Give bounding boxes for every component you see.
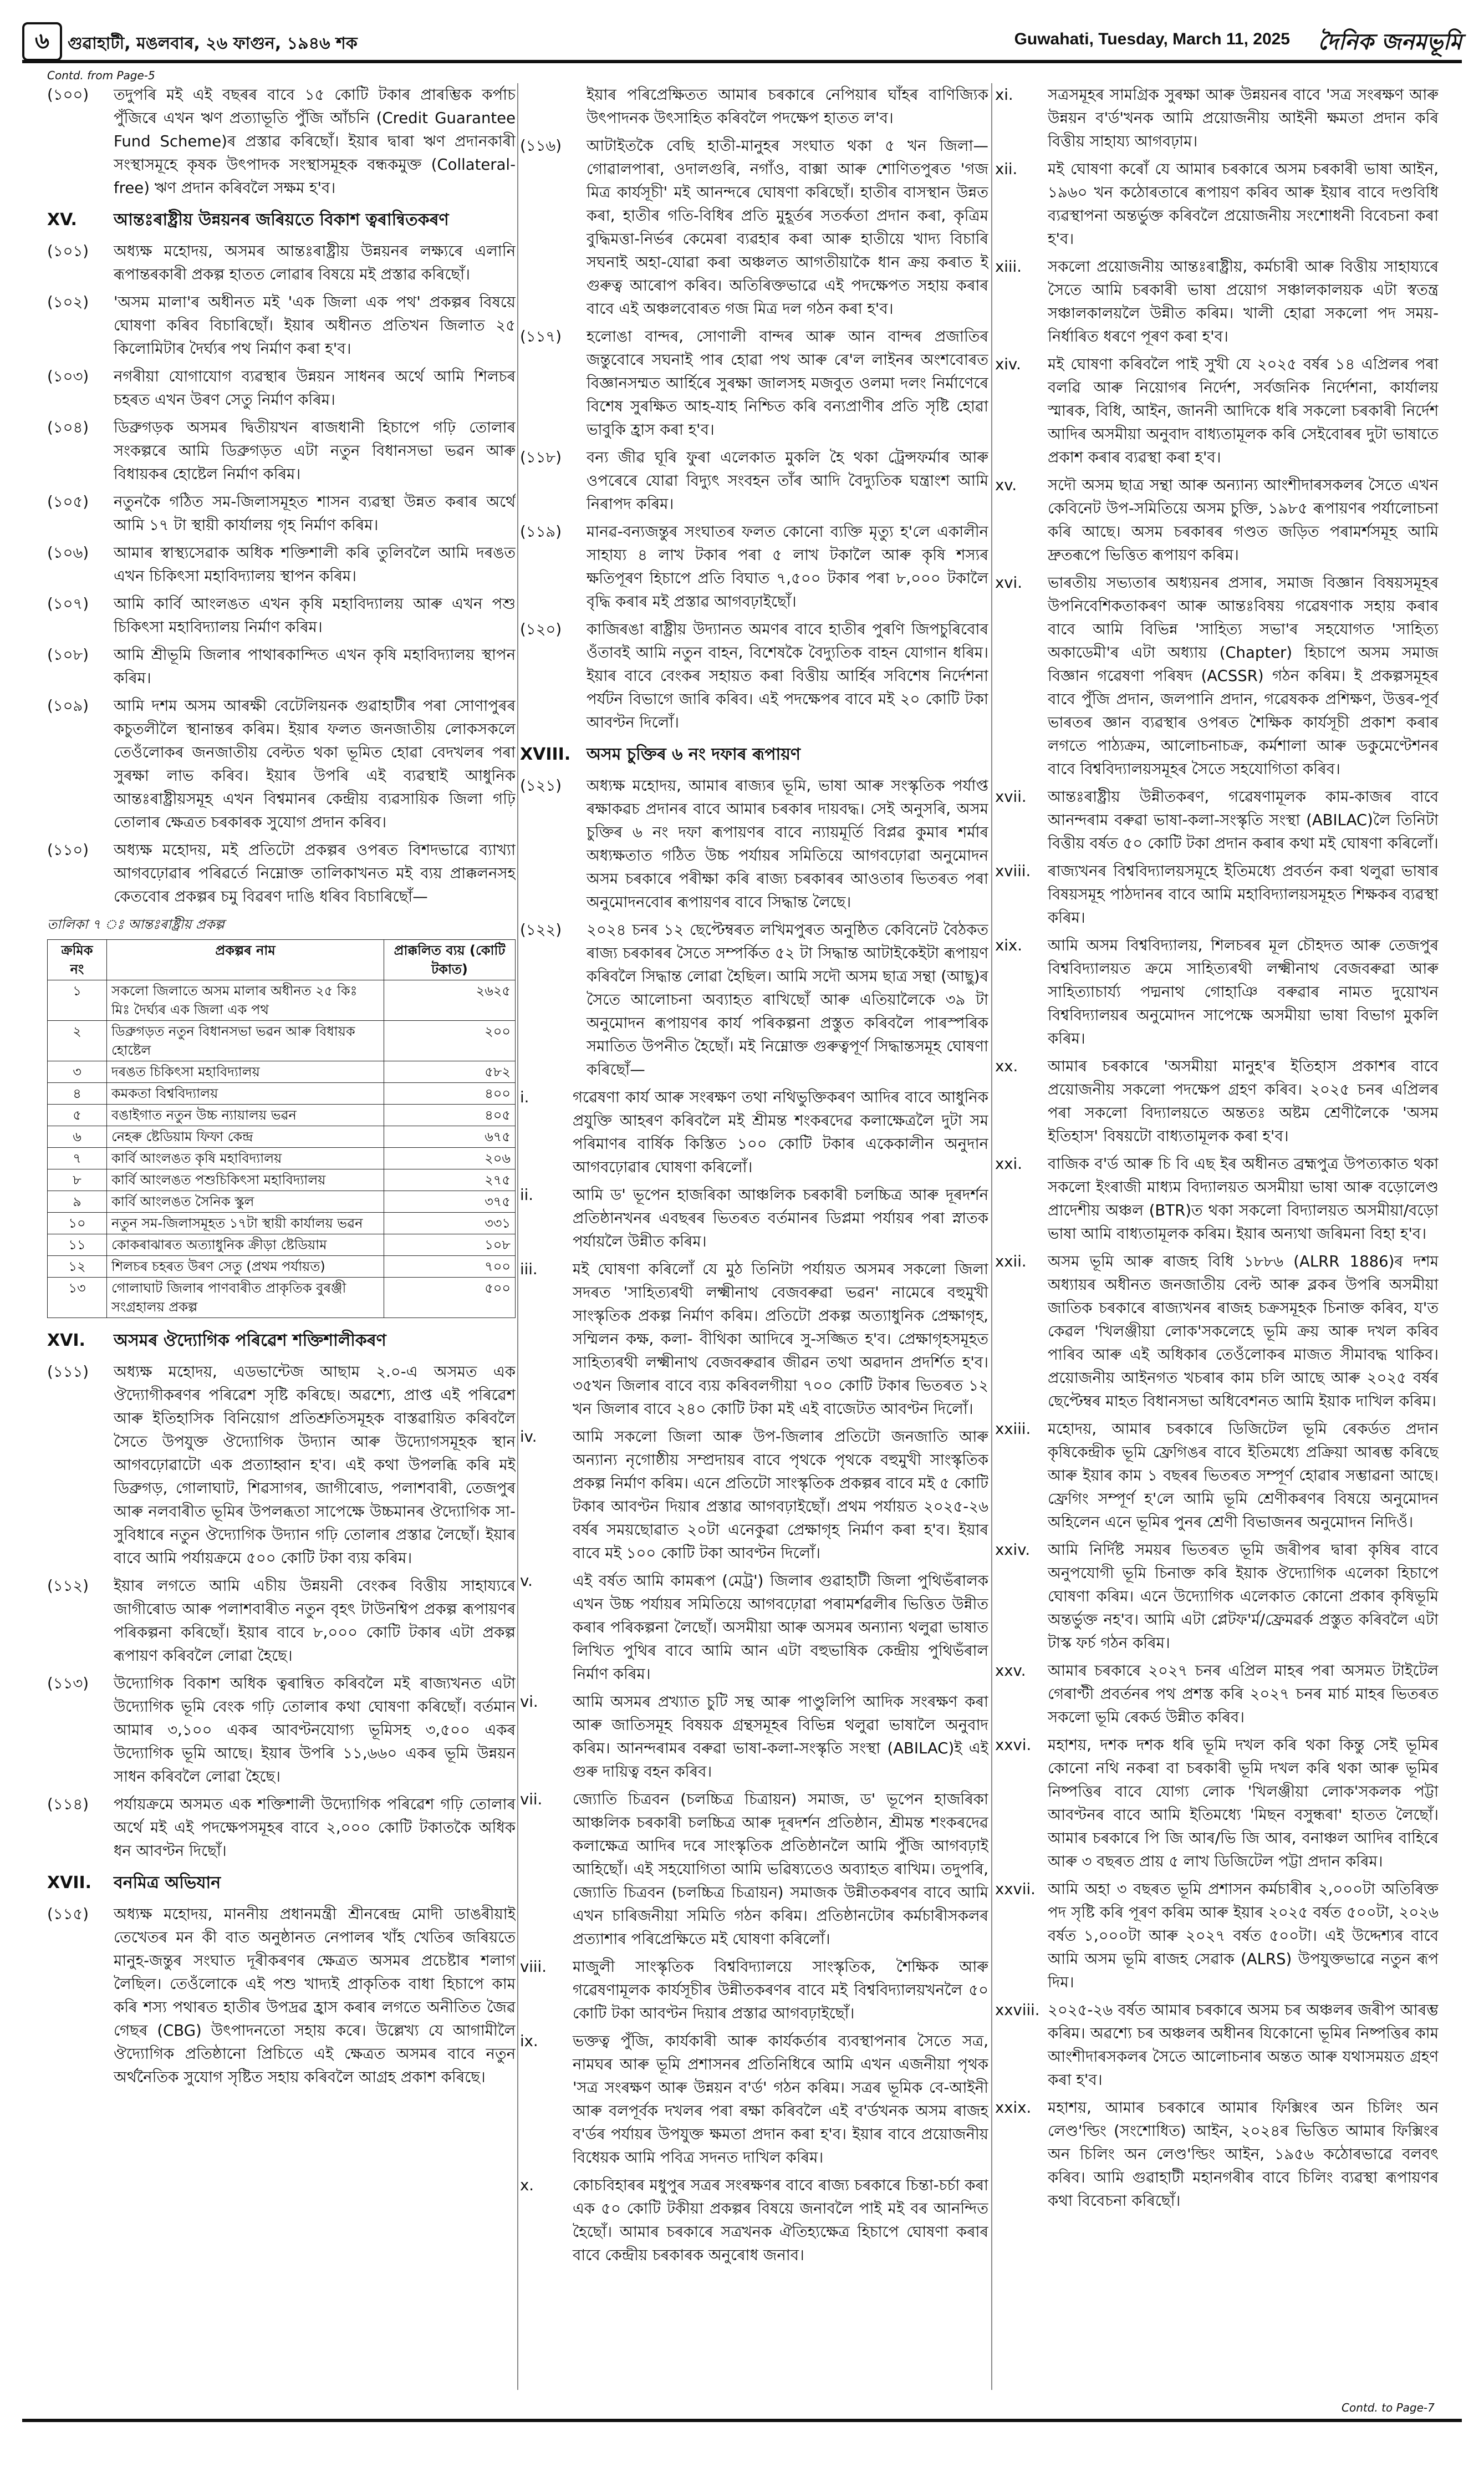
- paragraph-item: [520, 1788, 988, 1951]
- table-cell: কোকৰাঝাৰত অত্যাধুনিক ক্ৰীড়া ষ্টেডিয়াম: [107, 1234, 384, 1256]
- item-number: vi.: [520, 1693, 538, 1711]
- item-text: আমি সকলো জিলা আৰু উপ-জিলাৰ প্ৰতিটো জনজাতি আৰু অন্যান্য নৃগোষ্ঠীয় সম্প্ৰদায়ৰ বাবে পৃথকে পৃথকে বহুমুখী সাংস্কৃতিক প্ৰকল্প নিৰ্মাণ কৰিম। এনে প্ৰতিটো সাংস্কৃতিক প্ৰকল্পৰ বাবে মই ৫ কোটি টকাৰ আবণ্টন দিয়াৰ প্ৰস্তাৱ আগবঢ়াইছোঁ। প্ৰথম পৰ্যায়ত ২০২৫-২৬ বৰ্ষৰ সময়ছোৱাত ২০টা এনেকুৱা প্ৰেক্ষাগৃহ নিৰ্মাণ কৰা হ'ব। ইয়াৰ বাবে মই ১০০ কোটি টকা আবণ্টন দিলোঁ।: [573, 1428, 988, 1562]
- table-cell: ৪০৫: [384, 1105, 516, 1126]
- table-row: [48, 1105, 516, 1126]
- table-cell: ৩৭৫: [384, 1191, 516, 1213]
- item-text: মই ঘোষণা কৰোঁ যে আমাৰ চৰকাৰে অসম চৰকাৰী ভাষা আইন, ১৯৬০ খন কঠোৰতাৰে ৰূপায়ণ কৰিব আৰু ইয়াৰ বাবে দণ্ডবিধি ব্যৱস্থাপনা অন্তৰ্ভুক্ত কৰিবলৈ প্ৰয়োজনীয় সংশোধনী বিবেচনা কৰা হ'ব।: [1048, 160, 1439, 248]
- item-number: (১০২): [47, 293, 89, 311]
- item-text: ভাৰতীয় সভ্যতাৰ অধ্যয়নৰ প্ৰসাৰ, সমাজ বিজ্ঞান বিষয়সমূহৰ উপনিবেশিকতাকৰণ আৰু আন্তঃবিষয় গৱেষণাক সহায় কৰাৰ বাবে আমি বিভিন্ন 'সাহিত্য সভা'ৰ সহযোগত 'সাহিত্য অকাডেমী'ৰ এটা অধ্যায় (Chapter) হিচাপে অসম সমাজ বিজ্ঞান গৱেষণা পৰিষদ (ACSSR) গঠন কৰিম। ই প্ৰকল্পসমূহৰ বাবে পুঁজি প্ৰদান, জলপানি প্ৰদান, গৱেষকক প্ৰশিক্ষণ, উত্তৰ-পূৰ্ব ভাৰতৰ জ্ঞান ব্যৱস্থাৰ ওপৰত শৈক্ষিক কাৰ্যসূচী প্ৰকাশ কৰাৰ লগতে পাঠ্যক্ৰম, আলোচনাচক্ৰ, কৰ্মশালা আৰু ডকুমেণ্টেশনৰ বাবে বিশ্ববিদ্যালয়সমূহৰ সৈতে সহযোগিতা কৰিব।: [1048, 574, 1439, 778]
- item-text: আমি শ্ৰীভূমি জিলাৰ পাথাৰকান্দিত এখন কৃষি মহাবিদ্যালয় স্থাপন কৰিম।: [114, 646, 516, 687]
- item-text: জ্যোতি চিত্ৰবন (চলচ্চিত্ৰ চিত্ৰায়ন) সমাজ, ড' ভূপেন হাজৰিকা আঞ্চলিক চৰকাৰী চলচ্চিত্ৰ আৰু দূৰদৰ্শন প্ৰতিষ্ঠান, শ্ৰীমন্ত শংকৰদেৱ কলাক্ষেত্ৰ আদিৰ দৰে সাংস্কৃতিক প্ৰতিষ্ঠানলৈ আমি পুঁজি আগবঢ়াই আহিছোঁ। এই সহযোগিতা আমি ভৱিষ্যতেও অব্যাহত ৰাখিম। তদুপৰি, জ্যোতি চিত্ৰবন (চলচ্চিত্ৰ চিত্ৰায়ন) সমাজক উন্নীতকৰণৰ বাবে আমি এখন চাৰিজনীয়া সমিতি গঠন কৰিম। প্ৰতিষ্ঠানটোৰ কৰ্মচাৰীসকলৰ প্ৰত্যাশাৰ পৰিপ্ৰেক্ষিতে মই ঘোষণা কৰিলোঁ।: [573, 1791, 988, 1948]
- column-divider: [517, 83, 518, 2390]
- table-cell: নেহৰু ষ্টেডিয়াম ফিফা কেন্দ্ৰ: [107, 1126, 384, 1148]
- table-cell: গোলাঘাট জিলাৰ পাণবাৰীত প্ৰাকৃতিক বুৰঞ্জী সংগ্ৰহালয় প্ৰকল্প: [107, 1278, 384, 1318]
- table-cell: ১০: [48, 1213, 107, 1234]
- item-text: সত্ৰসমূহৰ সামগ্ৰিক সুৰক্ষা আৰু উন্নয়নৰ বাবে 'সত্ৰ সংৰক্ষণ আৰু উন্নয়ন ব'ৰ্ড'খনক আমি প্ৰয়োজনীয় আইনী ক্ষমতা প্ৰদান কৰি বিত্তীয় সাহায্য আগবঢ়াম।: [1048, 86, 1439, 150]
- column-1: [47, 83, 516, 2390]
- table-cell: ৯: [48, 1191, 107, 1213]
- item-number: xxiii.: [995, 1420, 1031, 1438]
- table-header-cell: ক্ৰমিক নং: [48, 940, 107, 980]
- item-number: (১০৫): [47, 493, 89, 511]
- table-cell: ১২: [48, 1256, 107, 1278]
- paragraph-item: [995, 255, 1439, 348]
- table-cell: ৮: [48, 1169, 107, 1191]
- item-number: xvii.: [995, 788, 1027, 806]
- item-number: x.: [520, 2176, 534, 2194]
- table-cell: ১১: [48, 1234, 107, 1256]
- item-text: আমি অসমৰ প্ৰখ্যাত চুটি সন্থ আৰু পাণ্ডুলিপি আদিক সংৰক্ষণ কৰা আৰু জাতিসমূহ বিষয়ক গ্ৰন্থসমূহৰ বিভিন্ন থলুৱা ভাষালৈ অনুবাদ কৰিম। আনন্দৰামৰ বৰুৱা ভাষা-কলা-সংস্কৃতি সংস্থা (ABILAC)ই এই গুৰু দায়িত্ব বহন কৰিব।: [573, 1693, 988, 1781]
- item-number: xvi.: [995, 574, 1022, 592]
- table-cell: ৩: [48, 1061, 107, 1083]
- paragraph-item: [995, 571, 1439, 781]
- item-text: গৱেষণা কাৰ্য আৰু সংৰক্ষণ তথা নথিভুক্তিকৰণ আদিৰ বাবে আধুনিক প্ৰযুক্তি আহৰণ কৰিবলৈ মই শ্ৰীমন্ত শংকৰদেৱ কলাক্ষেত্ৰলৈ দুটা সম পৰিমাণৰ বাৰ্ষিক কিস্তিত ১০০ কোটি টকাৰ একেকালীন অনুদান আগবঢ়োৱাৰ ঘোষণা কৰিলোঁ।: [573, 1088, 988, 1176]
- item-number: xx.: [995, 1057, 1018, 1075]
- column-3: [995, 83, 1439, 2390]
- paragraph-item: [47, 643, 516, 690]
- paragraph-item: [520, 1086, 988, 1179]
- item-number: (১০৯): [47, 697, 89, 715]
- paragraph-item: [520, 325, 988, 441]
- paragraph-item: [520, 918, 988, 1081]
- item-number: (১১৩): [47, 1675, 89, 1692]
- table-cell: কাৰ্বি আংলঙত সৈনিক স্কুল: [107, 1191, 384, 1213]
- paragraph-item: [47, 838, 516, 908]
- item-text: আমাৰ চৰকাৰে 'অসমীয়া মানুহ'ৰ ইতিহাস প্ৰকাশৰ বাবে প্ৰয়োজনীয় সকলো পদক্ষেপ গ্ৰহণ কৰিব। ২০২৫ চনৰ এপ্ৰিলৰ পৰা সকলো বিদ্যালয়তে অন্ততঃ অষ্টম শ্ৰেণীলৈকে 'অসম ইতিহাস' বিষয়টো বাধ্যতামূলক কৰা হ'ব।: [1048, 1057, 1439, 1145]
- column-divider: [991, 83, 992, 2390]
- item-number: (১১০): [47, 841, 89, 859]
- item-text: মই ঘোষণা কৰিলোঁ যে মুঠ তিনিটা পৰ্যায়ত অসমৰ সকলো জিলা সদৰত 'সাহিত্যৰথী লক্ষ্মীনাথ বেজবৰুৱা ভৱন' নামেৰে বহুমুখী সাংস্কৃতিক প্ৰকল্প নিৰ্মাণ কৰিম। প্ৰতিটো প্ৰকল্প অত্যাধুনিক প্ৰেক্ষাগৃহ, সম্মিলন কক্ষ, কলা- বীথিকা আদিৰে সু-সজ্জিত হ'ব। প্ৰেক্ষাগৃহসমূহত সাহিত্যৰথী লক্ষ্মীনাথ বেজবৰুৱাৰ জীৱন তথা অৱদান প্ৰদৰ্শিত হ'ব। ৩৫খন জিলাৰ বাবে ব্যয় কৰিবলগীয়া ৭০০ কোটি টকাৰ ভিতৰত ১২ খন জিলাৰ বাবে ২৪০ কোটি টকা মই এই বাজেটত আবণ্টন দিলোঁ।: [573, 1260, 988, 1418]
- item-number: (১১২): [47, 1577, 89, 1595]
- paragraph-item: [520, 1955, 988, 2025]
- item-text: আন্তঃৰাষ্ট্ৰীয় উন্নীতকৰণ, গৱেষণামূলক কাম-কাজৰ বাবে আনন্দৰাম বৰুৱা ভাষা-কলা-সংস্কৃতি সংস্থা (ABILAC)লৈ তিনিটা বিত্তীয় বৰ্ষত ৫০ কোটি টকা প্ৰদান কৰাৰ কথা মই ঘোষণা কৰিলোঁ।: [1048, 788, 1439, 852]
- paragraph-item: [520, 618, 988, 734]
- item-number: xxvi.: [995, 1736, 1032, 1754]
- item-number: (১১৯): [520, 523, 562, 541]
- item-text: ৰাজ্যখনৰ বিশ্ববিদ্যালয়সমূহে ইতিমধ্যে প্ৰবৰ্তন কৰা থলুৱা ভাষাৰ বিষয়সমূহ পাঠদানৰ বাবে আমি মহাবিদ্যালয়সমূহত শিক্ষকৰ ব্যৱস্থা কৰিম।: [1048, 862, 1439, 927]
- paragraph-item: [520, 1690, 988, 1783]
- paragraph-item: [995, 474, 1439, 567]
- table-row: [48, 1234, 516, 1256]
- item-number: (১১১): [47, 1363, 89, 1381]
- table-cell: ৫: [48, 1105, 107, 1126]
- item-text: অধ্যক্ষ মহোদয়, মই প্ৰতিটো প্ৰকল্পৰ ওপৰত বিশদভাৱে ব্যাখ্যা আগবঢ়োৱাৰ পৰিৱৰ্তে নিম্নোক্ত তালিকাখনত মই ব্যয় প্ৰাক্কলনসহ কেতবোৰ প্ৰকল্পৰ চমু বিৱৰণ দাঙি ধৰিব বিচাৰিছোঁ—: [114, 841, 516, 906]
- item-number: (১০৭): [47, 595, 89, 613]
- paragraph-item: [520, 134, 988, 321]
- item-text: আমাৰ চৰকাৰে ২০২৭ চনৰ এপ্ৰিল মাহৰ পৰা অসমত টাইটেল গেৰাণ্টী প্ৰবৰ্তনৰ পথ প্ৰশস্ত কৰি ২০২৭ চনৰ মাৰ্চ মাহৰ ভিতৰত সকলো ভূমি ৰেকৰ্ড উন্নীত কৰিব।: [1048, 1662, 1439, 1726]
- item-text: অধ্যক্ষ মহোদয়, এডভান্টেজ আছাম ২.০-এ অসমত এক ঔদ্যোগীকৰণৰ পৰিৱেশ সৃষ্টি কৰিছে। অৱশ্যে, প্ৰাপ্ত এই পৰিৱেশ আৰু ইতিহাসিক বিনিয়োগ প্ৰতিশ্ৰুতিসমূহক বাস্তৱায়িত কৰিবলৈ সৈতে উপযুক্ত ঔদ্যোগিক উদ্যান আৰু উদ্যোগসমূহক স্থান আগবঢ়োৱাটো এক প্ৰত্যাহ্বান হ'ব। এই কথা উপলব্ধি কৰি মই ডিব্ৰুগড়, গোলাঘাট, শিৱসাগৰ, জাগীৰোড, পলাশবাৰী, তেজপুৰ আৰু নলবাৰীত ভূমিৰ উপলব্ধতা সাপেক্ষে উচ্চমানৰ ঔদ্যোগিক সা-সুবিধাৰে নতুন ঔদ্যোগিক উদ্যান গঢ়ি তোলাৰ প্ৰস্তাৱ লৈছোঁ। ইয়াৰ বাবে আমি পৰ্যায়ক্ৰমে ৫০০ কোটি টকা ব্যয় কৰিম।: [114, 1363, 516, 1567]
- table-cell: ১: [48, 980, 107, 1021]
- table-caption: তালিকা ৭ ঃ আন্তঃৰাষ্ট্ৰীয় প্ৰকল্প: [47, 917, 225, 932]
- column-2: [520, 83, 988, 2390]
- paragraph-item: [520, 446, 988, 516]
- item-text: আমি কাৰ্বি আংলঙত এখন কৃষি মহাবিদ্যালয় আৰু এখন পশু চিকিৎসা মহাবিদ্যালয় নিৰ্মাণ কৰিম।: [114, 595, 516, 636]
- item-text: আমি দশম অসম আৰক্ষী বেটেলিয়নক গুৱাহাটীৰ পৰা সোণাপুৰৰ কচুতলীলৈ স্থানান্তৰ কৰিম। ইয়াৰ ফলত জনজাতীয় লোকসকলে তেওঁলোকৰ জনজাতীয় বেল্টত থকা ভূমিত হোৱা বেদখলৰ পৰা সুৰক্ষা লাভ কৰিব। ইয়াৰ উপৰি এই ব্যৱস্থাই আধুনিক আন্তঃৰাষ্ট্ৰীয়সমূহ এখন বিশ্বমানৰ কেন্দ্ৰীয় ব্যৱসায়িক জিলা গঢ়ি তোলাৰ ক্ষেত্ৰত চৰকাৰক সুযোগ প্ৰদান কৰিব।: [114, 697, 516, 831]
- item-number: (১০৮): [47, 646, 89, 664]
- paragraph-item: [47, 592, 516, 639]
- item-number: (১২০): [520, 620, 562, 638]
- item-number: xiv.: [995, 355, 1021, 373]
- table-cell: ১০৮: [384, 1234, 516, 1256]
- table-header-cell: প্ৰকল্পৰ নাম: [107, 940, 384, 980]
- item-text: মহোদয়, আমাৰ চৰকাৰে ডিজিটেল ভূমি ৰেকৰ্ডত প্ৰদান কৃষিকেন্দ্ৰীক ভূমি ফ্ৰেগিঙৰ বাবে ইতিমধ্যে প্ৰক্ৰিয়া আৰম্ভ কৰিছে আৰু ইয়াৰ কাম ১ বছৰৰ ভিতৰত সম্পূৰ্ণ হোৱাৰ সম্ভাৱনা আছে। ফ্ৰেগিং সম্পূৰ্ণ হ'লে আমি ভূমি শ্ৰেণীকৰণৰ বিষয়ে অনুমোদন অহিলেন এনে ভূমিৰ পুনৰ শ্ৰেণী বিভাজনৰ অনুমোদন নিদিওঁ।: [1048, 1420, 1439, 1531]
- table-cell: শিলচৰ চহৰত উৰণ সেতু (প্ৰথম পৰ্যায়ত): [107, 1256, 384, 1278]
- paragraph-item: [995, 157, 1439, 251]
- item-text: অধ্যক্ষ মহোদয়, আমাৰ ৰাজ্যৰ ভূমি, ভাষা আৰু সংস্কৃতিক পৰ্যাপ্ত ৰক্ষাকৱচ প্ৰদানৰ বাবে আমাৰ চৰকাৰ দায়বদ্ধ। সেই অনুসৰি, অসম চুক্তিৰ ৬ নং দফা ৰূপায়ণৰ বাবে ন্যায়মূৰ্তি বিপ্লৱ কুমাৰ শৰ্মাৰ অধ্যক্ষতাত গঠিত উচ্চ পৰ্যায়ৰ সমিতিয়ে আগবঢ়োৱা অনুমোদন অসম চৰকাৰে পৰীক্ষা কৰি ৰাজ্য চৰকাৰৰ আওতাৰ ভিতৰত পৰা অনুমোদনবোৰ ৰূপায়ণৰ বাবে সিদ্ধান্ত লৈছে।: [587, 777, 988, 911]
- table-cell: ৬: [48, 1126, 107, 1148]
- table-cell: ২৭৫: [384, 1169, 516, 1191]
- item-number: (১২২): [520, 921, 562, 939]
- table-row: [48, 980, 516, 1021]
- item-number: xv.: [995, 476, 1017, 494]
- table-row: [48, 1278, 516, 1318]
- page-number: ৬: [22, 22, 62, 61]
- item-text: নগৰীয়া যোগাযোগ ব্যৱস্থাৰ উন্নয়ন সাধনৰ অৰ্থে আমি শিলচৰ চহৰত এখন উৰণ সেতু নিৰ্মাণ কৰিম।: [114, 368, 516, 409]
- continued-from-note: Contd. from Page-5: [47, 69, 155, 82]
- item-number: (১০১): [47, 242, 89, 260]
- paragraph-item: [47, 1903, 516, 2089]
- item-text: মানৱ-বন্যজন্তুৰ সংঘাতৰ ফলত কোনো ব্যক্তি মৃত্যু হ'লে একালীন সাহায্য ৪ লাখ টকাৰ পৰা ৫ লাখ টকালৈ আৰু কৃষি শস্যৰ ক্ষতিপূৰণ হিচাপে প্ৰতি বিঘাত ৭,৫০০ টকাৰ পৰা ৮,০০০ টকালৈ বৃদ্ধি কৰাৰ মই প্ৰস্তাৱ আগবঢ়াইছোঁ।: [587, 523, 988, 611]
- table-cell: ২০৬: [384, 1148, 516, 1169]
- item-number: xii.: [995, 160, 1018, 178]
- paragraph-item: [995, 1659, 1439, 1729]
- paragraph-item: [995, 859, 1439, 929]
- item-text: বন্য জীৱ ঘূৰি ফুৰা এলেকাত মুকলি হৈ থকা ট্ৰেন্সফৰ্মাৰ আৰু ওপৰেৰে যোৱা বিদ্যুৎ সংবহন তাঁৰ আদি বৈদ্যুতিক ঘন্ত্ৰাংশ আমি নিৰাপদ কৰিম।: [587, 449, 988, 513]
- item-number: xxix.: [995, 2099, 1032, 2117]
- item-text: মাজুলী সাংস্কৃতিক বিশ্ববিদ্যালয়ে সাংস্কৃতিক, শৈক্ষিক আৰু গৱেষণামূলক কাৰ্যসূচীৰ উন্নীতকৰণৰ বাবে মই বিশ্ববিদ্যালয়খনলৈ ৫০ কোটি টকা আবণ্টন দিয়াৰ প্ৰস্তাৱ আগবঢ়াইছোঁ।: [573, 1958, 988, 2022]
- paragraph-item: [47, 1574, 516, 1667]
- table-cell: ৭: [48, 1148, 107, 1169]
- item-text: অধ্যক্ষ মহোদয়, অসমৰ আন্তঃৰাষ্ট্ৰীয় উন্নয়নৰ লক্ষ্যৰে এলানি ৰূপান্তৰকাৰী প্ৰকল্প হাতত লোৱাৰ বিষয়ে মই প্ৰস্তাৱ কৰিছোঁ।: [114, 242, 516, 283]
- item-number: (১০৩): [47, 368, 89, 385]
- table-cell: ৫০০: [384, 1278, 516, 1318]
- paragraph-item: [995, 1152, 1439, 1245]
- item-text: অসম ভূমি আৰু ৰাজহ বিধি ১৮৮৬ (ALRR 1886)ৰ দশম অধ্যায়ৰ অধীনত জনজাতীয় বেল্ট আৰু ব্লকৰ উপৰি অসমীয়া জাতিক চৰকাৰে ৰাজ্যখনৰ ৰাজহ চক্ৰসমূহক চিনাক্ত কৰিব, য'ত কেৱল 'খিলঞ্জীয়া লোক'সকলেহে ভূমি ক্ৰয় আৰু দখল কৰিব পাৰিব আৰু এই অধিকাৰ তেওঁলোকৰ মাজত সীমাবদ্ধ থাকিব। প্ৰয়োজনীয় আইনগত খচৰাৰ কাম চলি আছে আৰু ২০২৫ বৰ্ষৰ ছেপ্টেম্বৰ মাহত বিধানসভা অধিবেশনত আমি ইয়াক দাখিল কৰিম।: [1048, 1253, 1439, 1410]
- continued-to-note: Contd. to Page-7: [1342, 2401, 1435, 2414]
- item-text: এই বৰ্ষত আমি কামৰূপ (মেট্ৰ') জিলাৰ গুৱাহাটী জিলা পুথিভঁৰালক এখন উচ্চ পৰ্যায়ৰ সমিতিয়ে আগবঢ়োৱা পৰামৰ্শৱলীৰ ভিত্তিত উন্নীত কৰাৰ পৰিকল্পনা লৈছোঁ। অসমীয়া আৰু অসমৰ অন্যান্য থলুৱা ভাষাত লিখিত পুথিৰ বাবে আমি আন এটা বহুভাষিক কেন্দ্ৰীয় পুথিভঁৰাল নিৰ্মাণ কৰিম।: [573, 1572, 988, 1683]
- item-text: মহাশয়, দশক দশক ধৰি ভূমি দখল কৰি থকা কিন্তু সেই ভূমিৰ কোনো নথি নকৰা বা চৰকাৰী ভূমি দখল কৰি থকা আৰু ভূমিৰ নিষ্পত্তিৰ বাবে যোগ্য লোক 'খিলঞ্জীয়া লোক'সকলক পট্টা আবণ্টনৰ বাবে আমি ইতিমধ্যে 'মিছন বসুন্ধৰা' হাতত লৈছোঁ। আমাৰ চৰকাৰে পি জি আৰ/ভি জি আৰ, বনাঞ্চল আদিৰ বাহিৰে আৰু ৩ বছৰত প্ৰায় ৫ লাখ ডিজিটেল পট্টা প্ৰদান কৰিম।: [1048, 1736, 1439, 1870]
- item-text: ইয়াৰ পৰিপ্ৰেক্ষিতত আমাৰ চৰকাৰে নেপিয়াৰ ঘাঁহৰ বাণিজ্যিক উৎপাদনক উৎসাহিত কৰিবলৈ পদক্ষেপ হাতত ল'ব।: [587, 86, 988, 127]
- table-cell: কাৰ্বি আংলঙত পশুচিকিৎসা মহাবিদ্যালয়: [107, 1169, 384, 1191]
- section-heading: XVI. অসমৰ ঔদ্যোগিক পৰিৱেশ শক্তিশালীকৰণ: [47, 1331, 386, 1350]
- paragraph-item: [47, 291, 516, 360]
- item-number: xxv.: [995, 1662, 1026, 1680]
- item-number: (১১৭): [520, 328, 562, 345]
- item-number: (১১৫): [47, 1905, 89, 1923]
- item-number: v.: [520, 1572, 533, 1590]
- paragraph-item: [47, 365, 516, 411]
- item-number: xix.: [995, 937, 1022, 954]
- item-number: xiii.: [995, 258, 1022, 276]
- item-text: নতুনকৈ গঠিত সম-জিলাসমূহত শাসন ব্যৱস্থা উন্নত কৰাৰ অৰ্থে আমি ১৭ টা স্থায়ী কাৰ্যালয় গৃহ নিৰ্মাণ কৰিম।: [114, 493, 516, 534]
- item-number: (১০৪): [47, 419, 89, 436]
- table-cell: নতুন সম-জিলাসমূহত ১৭টা স্থায়ী কাৰ্যালয় ভৱন: [107, 1213, 384, 1234]
- paragraph-item: [520, 2174, 988, 2267]
- item-text: পৰ্যায়ক্ৰমে অসমত এক শক্তিশালী উদ্যোগিক পৰিৱেশ গঢ়ি তোলাৰ অৰ্থে মই এই পদক্ষেপসমূহৰ বাবে ২,০০০ কোটি টকাতকৈ অধিক ধন আবণ্টন দিছোঁ।: [114, 1795, 516, 1860]
- table-row: [48, 1126, 516, 1148]
- item-number: ix.: [520, 2032, 538, 2050]
- item-number: viii.: [520, 1958, 547, 1976]
- projects-table: [47, 939, 516, 1318]
- item-number: xxii.: [995, 1253, 1027, 1270]
- item-text: কাজিৰঙা ৰাষ্ট্ৰীয় উদ্যানত অমণৰ বাবে হাতীৰ পুৰণি জিপচুৰিবোৰ ওঁতাবই আমি নতুন বাহন, বিশেষকৈ বৈদ্যুতিক বাহন যোগান ধৰিম। ইয়াৰ বাবে বেংকৰ সহায়ত কৰা বিত্তীয় আৰ্হিৰ সবিশেষ নিৰ্দেশনা পৰ্যটন বিভাগে জাৰি কৰিব। এই পদক্ষেপৰ বাবে মই ২০ কোটি টকা আবণ্টন দিলোঁ।: [587, 620, 988, 731]
- table-row: [48, 1213, 516, 1234]
- paragraph-item: [995, 1250, 1439, 1413]
- table-cell: ২: [48, 1021, 107, 1061]
- item-text: ভক্তত্ব পুঁজি, কাৰ্যকাৰী আৰু কাৰ্যকৰ্তাৰ ব্যবস্থাপনাৰ সৈতে সত্ৰ, নামঘৰ আৰু ভূমি প্ৰশাসনৰ প্ৰতিনিধিৰে আমি এখন এজনীয়া পৃথক 'সত্ৰ সংৰক্ষণ আৰু উন্নয়ন ব'ৰ্ড' গঠন কৰিম। সত্ৰৰ ভূমিক বে-আইনী আৰু বলপূৰ্বক দখলৰ পৰা ৰক্ষা কৰিবলৈ এই ব'ৰ্ডখনক অসম ৰাজহ ব'ৰ্ডৰ পৰ্যায়ৰ উপযুক্ত ক্ষমতা প্ৰদান কৰা হ'ব। ইয়াৰ বাবে প্ৰয়োজনীয় বিধেয়ক আমি পবিত্ৰ সদনত দাখিল কৰিম।: [573, 2032, 988, 2166]
- item-text: আমি অসম বিশ্ববিদ্যালয়, শিলচৰৰ মূল চৌহদত আৰু তেজপুৰ বিশ্ববিদ্যালয়ত ক্ৰমে সাহিত্যৰথী লক্ষ্মীনাথ বেজবৰুৱা আৰু সাহিত্যাচাৰ্য্য পদ্মনাথ গোহাঞি বৰুৱাৰ নামত দুয়োখন বিশ্ববিদ্যালয়ৰ অনুমোদন সাপেক্ষে অসমীয়া ভাষা বিভাগ মুকলি কৰিম।: [1048, 937, 1439, 1047]
- paragraph-item: [520, 1425, 988, 1565]
- item-number: (১০০): [47, 86, 89, 104]
- item-text: আমাৰ স্বাস্থ্যসেৱাক অধিক শক্তিশালী কৰি তুলিবলৈ আমি দৰঙত এখন চিকিৎসা মহাবিদ্যালয় স্থাপন কৰিম।: [114, 544, 516, 585]
- item-text: আমি অহা ৩ বছৰত ভূমি প্ৰশাসন কৰ্মচাৰীৰ ২,০০০টা অতিৰিক্ত পদ সৃষ্টি কৰি পূৰণ কৰিম আৰু ইয়াৰ ২০২৫ বৰ্ষত ৫০০টা, ২০২৬ বৰ্ষত ১,০০০টা আৰু ২০২৭ বৰ্ষত ৫০০টা। এই উদ্দেশ্যৰ বাবে আমি অসম ভূমি ৰাজহ সেৱাক (ALRS) উপযুক্তভাৱে নতুন ৰূপ দিম।: [1048, 1880, 1439, 1991]
- paragraph-item: [995, 2096, 1439, 2212]
- newspaper-masthead: দৈনিক জনমভূমি: [1318, 29, 1462, 55]
- item-text: ২০২৫-২৬ বৰ্ষত আমাৰ চৰকাৰে অসম চৰ অঞ্চলৰ জৰীপ আৰম্ভ কৰিম। অৱশ্যে চৰ অঞ্চলৰ অধীনৰ যিকোনো ভূমিৰ নিষ্পত্তিৰ কাম আংশীদাৰসকলৰ সৈতে আলোচনাৰ অন্তত আৰু যথাসময়ত গ্ৰহণ কৰা হ'ব।: [1048, 2001, 1439, 2089]
- paragraph-item: [995, 1538, 1439, 1655]
- item-number: iii.: [520, 1260, 538, 1278]
- header-date-assamese: গুৱাহাটী, মঙলবাৰ, ২৬ ফাগুন, ১৯৪৬ শক: [68, 34, 358, 53]
- item-text: উদ্যোগিক বিকাশ অধিক ত্বৰান্বিত কৰিবলৈ মই ৰাজ্যখনত এটা উদ্যোগিক ভূমি বেংক গঢ়ি তোলাৰ কথা ঘোষণা কৰিছোঁ। বৰ্তমান আমাৰ ৩,১০০ একৰ আবণ্টনযোগ্য ভূমিসহ ৩,৫০০ একৰ উদ্যোগিক ভূমি আছে। ইয়াৰ উপৰি ১১,৬৬০ একৰ ভূমি উন্নয়ন সাধন কৰিবলৈ লোৱা হৈছে।: [114, 1675, 516, 1786]
- item-number: xxvii.: [995, 1880, 1036, 1898]
- item-text: কোচবিহাৰৰ মধুপুৰ সত্ৰৰ সংৰক্ষণৰ বাবে ৰাজ্য চৰকাৰে চিন্তা-চৰ্চা কৰা এক ৫০ কোটি টকীয়া প্ৰকল্পৰ বিষয়ে জনাবলৈ পাই মই বৰ আনন্দিত হৈছোঁ। আমাৰ চৰকাৰে সত্ৰখনক ঐতিহ্যক্ষেত্ৰ হিচাপে ঘোষণা কৰাৰ বাবে কেন্দ্ৰীয় চৰকাৰক অনুৰোধ জনাব।: [573, 2176, 988, 2264]
- table-cell: সকলো জিলাতে অসম মালাৰ অধীনত ২৫ কিঃ মিঃ দৈৰ্ঘ্যৰ এক জিলা এক পথ: [107, 980, 384, 1021]
- item-number: xxviii.: [995, 2001, 1040, 2019]
- header-date-english: Guwahati, Tuesday, March 11, 2025: [1014, 30, 1290, 48]
- table-cell: ১৩: [48, 1278, 107, 1318]
- item-number: (১১৬): [520, 137, 562, 155]
- table-cell: কাৰ্বি আংলঙত কৃষি মহাবিদ্যালয়: [107, 1148, 384, 1169]
- item-number: xi.: [995, 86, 1013, 104]
- paragraph-item: [995, 353, 1439, 469]
- item-number: vii.: [520, 1791, 543, 1808]
- item-number: i.: [520, 1088, 529, 1106]
- paragraph-item: [47, 1672, 516, 1788]
- paragraph-item: [47, 1793, 516, 1863]
- section-heading: XVIII. অসম চুক্তিৰ ৬ নং দফাৰ ৰূপায়ণ: [520, 745, 801, 764]
- section-heading: XV. আন্তঃৰাষ্ট্ৰীয় উন্নয়নৰ জৰিয়তে বিকাশ ত্বৰান্বিতকৰণ: [47, 210, 449, 230]
- footer-rule: [22, 2419, 1462, 2422]
- table-cell: ডিব্ৰুগড়ত নতুন বিধানসভা ভৱন আৰু বিধায়ক হোষ্টেল: [107, 1021, 384, 1061]
- paragraph-item: [47, 416, 516, 486]
- paragraph-item: [995, 1733, 1439, 1873]
- item-number: ii.: [520, 1186, 534, 1204]
- section-heading: XVII. বনমিত্ৰ অভিযান: [47, 1873, 221, 1893]
- item-number: xviii.: [995, 862, 1031, 880]
- table-cell: ৩৩১: [384, 1213, 516, 1234]
- table-cell: ৫৮২: [384, 1061, 516, 1083]
- paragraph-item: [47, 694, 516, 834]
- item-text: আমি নিৰ্দিষ্ট সময়ৰ ভিতৰত ভূমি জৰীপৰ দ্বাৰা কৃষিৰ বাবে অনুপযোগী ভূমি চিনাক্ত কৰি ইয়াক ঔদ্যোগিক এলেকা হিচাপে ঘোষণা কৰিম। এনে উদ্যোগিক এলেকাত কোনো প্ৰকাৰ কৃষিভূমি অন্তৰ্ভুক্ত নহ'ব। আমি এটা প্লেটফ'ৰ্ম/ফ্ৰেমৱৰ্ক প্ৰস্তুত কৰিবলৈ এটা টাস্ক ফৰ্চ গঠন কৰিম।: [1048, 1541, 1439, 1652]
- item-text: হলোঙা বান্দৰ, সোণালী বান্দৰ আৰু আন বান্দৰ প্ৰজাতিৰ জন্তুবোৰে সঘনাই পাৰ হোৱা পথ আৰু ৰে'ল লাইনৰ অংশবোৰত বিজ্ঞানসম্মত আৰ্হিৰে সুৰক্ষা জালসহ মজবুত ওলমা দলং নিৰ্মাণেৰে বিশেষ সুৰক্ষিত আহ-যাহ নিশ্চিত কৰি বন্যপ্ৰাণীৰ প্ৰতি সৃষ্টি হোৱা ভাবুকি হ্ৰাস কৰা হ'ব।: [587, 328, 988, 439]
- table-row: [48, 1148, 516, 1169]
- item-number: [520, 83, 587, 130]
- item-number: (১১৮): [520, 449, 562, 466]
- paragraph-item: [47, 541, 516, 588]
- paragraph-item: [995, 1417, 1439, 1534]
- page-header: [22, 22, 1462, 63]
- paragraph-item: [520, 1258, 988, 1421]
- table-row: [48, 1256, 516, 1278]
- item-number: xxi.: [995, 1155, 1022, 1173]
- item-text: সদৌ অসম ছাত্ৰ সন্থা আৰু অন্যান্য আংশীদাৰসকলৰ সৈতে এখন কেবিনেট উপ-সমিতিয়ে অসম চুক্তি, ১৯৮৫ ৰূপায়ণৰ পৰ্যালোচনা কৰি আছে। অসম চৰকাৰৰ গণ্ডত জড়িত পৰামৰ্শসমূহ আমি দ্ৰুতৰূপে ভিত্তিত ৰূপায়ণ কৰিম।: [1048, 476, 1439, 564]
- paragraph-item: [47, 1360, 516, 1570]
- table-cell: বঙাইগাত নতুন উচ্চ ন্যায়ালয় ভৱন: [107, 1105, 384, 1126]
- item-text: তদুপৰি মই এই বছৰৰ বাবে ১৫ কোটি টকাৰ প্ৰাৰম্ভিক কৰ্পাচ পুঁজিৰে এখন ঋণ প্ৰত্যাভূতি পুঁজি আঁচনি (Credit Guarantee Fund Scheme)ৰ প্ৰস্তাৱ কৰিছোঁ। ইয়াৰ দ্বাৰা ঋণ প্ৰদানকাৰী সংস্থাসমূহে কৃষক উৎপাদক সংস্থাসমূহক বন্ধকমুক্ত (Collateral-free) ঋণ প্ৰদান কৰিবলৈ সক্ষম হ'ব।: [114, 86, 516, 197]
- paragraph-item: [995, 934, 1439, 1050]
- paragraph-item: [520, 1183, 988, 1253]
- table-cell: দৰঙত চিকিৎসা মহাবিদ্যালয়: [107, 1061, 384, 1083]
- item-number: (১১৪): [47, 1795, 89, 1813]
- paragraph-item: [520, 774, 988, 914]
- item-text: ২০২৪ চনৰ ১২ ছেপ্টেম্বৰত লখিমপুৰত অনুষ্ঠিত কেবিনেট বৈঠকত ৰাজ্য চৰকাৰৰ সৈতে সম্পৰ্কিত ৫২ টা সিদ্ধান্ত আটাইকেইটা ৰূপায়ণ কৰিবলৈ সিদ্ধান্ত লোৱা হৈছিল। আমি সদৌ অসম ছাত্ৰ সন্থা (আছু)ৰ সৈতে আলোচনা অব্যাহত ৰাখিছোঁ আৰু এতিয়ালৈকে ৩৯ টা অনুমোদন ৰূপায়ণৰ কাৰ্য পৰিকল্পনা প্ৰস্তুত কৰিবলৈ পাৰস্পৰিক সমাতিত উপনীত হৈছোঁ। মই নিম্নোক্ত গুৰুত্বপূৰ্ণ সিদ্ধান্তসমূহ ঘোষণা কৰিছোঁ—: [587, 921, 988, 1079]
- table-row: [48, 1021, 516, 1061]
- item-text: মই ঘোষণা কৰিবলৈ পাই সুখী যে ২০২৫ বৰ্ষৰ ১৪ এপ্ৰিলৰ পৰা বলৱি আৰু নিয়োগৰ নিৰ্দেশ, সৰ্বজনিক নিৰ্দেশনা, কাৰ্যালয় স্মাৰক, বিধি, আইন, জাননী আদিকে ধৰি সকলো চৰকাৰী নিৰ্দেশ আদিৰ অসমীয়া অনুবাদ বাধ্যতামূলক কৰি সেইবোৰৰ দুটা ভাষাতে প্ৰকাশ কৰাৰ ব্যৱস্থা কৰা হ'ব।: [1048, 355, 1439, 466]
- paragraph-item: [47, 490, 516, 537]
- table-cell: কমকতা বিশ্ববিদ্যালয়: [107, 1083, 384, 1105]
- item-number: (১২১): [520, 777, 562, 795]
- item-text: মহাশয়, আমাৰ চৰকাৰে আমাৰ ফিক্সিংৰ অন চিলিং অন লেণ্ড'ল্ডিং (সংশোধিত) আইন, ২০২৪ৰ ভিত্তিত আমাৰ ফিক্সিংৰ অন চিলিং অন লেণ্ড'ল্ডিং আইন, ১৯৫৬ কঠোৰভাৱে বলবৎ কৰিব। আমি গুৱাহাটী মহানগৰীৰ বাবে চিলিং ব্যৱস্থা ৰূপায়ণৰ কথা বিবেচনা কৰিছোঁ।: [1048, 2099, 1439, 2210]
- table-cell: ৬৭৫: [384, 1126, 516, 1148]
- paragraph-item: [995, 1998, 1439, 2092]
- table-cell: ২০০: [384, 1021, 516, 1061]
- item-number: (১০৬): [47, 544, 89, 562]
- paragraph-item: [995, 1055, 1439, 1148]
- item-number: iv.: [520, 1428, 537, 1446]
- paragraph-item: [995, 1878, 1439, 1994]
- table-row: [48, 1191, 516, 1213]
- paragraph-item: [47, 240, 516, 286]
- item-text: আমি ড' ভূপেন হাজৰিকা আঞ্চলিক চৰকাৰী চলচ্চিত্ৰ আৰু দূৰদৰ্শন প্ৰতিষ্ঠানখনৰ এবছৰৰ ভিতৰত বৰ্তমানৰ ডিপ্লমা পৰ্যায়ৰ পৰা স্নাতক পৰ্যায়লৈ উন্নীত কৰিম।: [573, 1186, 988, 1250]
- item-text: 'অসম মালা'ৰ অধীনত মই 'এক জিলা এক পথ' প্ৰকল্পৰ বিষয়ে ঘোষণা কৰিব বিচাৰিছোঁ। ইয়াৰ অধীনত প্ৰতিখন জিলাত ২৫ কিলোমিটাৰ দৈৰ্ঘ্যৰ পথ নিৰ্মাণ কৰা হ'ব।: [114, 293, 516, 358]
- table-cell: ৭০০: [384, 1256, 516, 1278]
- item-text: আটাইতকৈ বেছি হাতী-মানুহৰ সংঘাত থকা ৫ খন জিলা— গোৱালপাৰা, ওদালগুৰি, নগাঁও, বাক্সা আৰু শোণিতপুৰত 'গজ মিত্ৰ কাৰ্যসূচী' মই আনন্দৰে ঘোষণা কৰিছোঁ। হাতীৰ বাসস্থান উন্নত কৰা, হাতীৰ গতি-বিধিৰ প্ৰতি মুহূৰ্তৰ সতৰ্কতা প্ৰদান কৰা, কৃত্ৰিম বুদ্ধিমত্তা-নিৰ্ভৰ কেমেৰা ব্যৱহাৰ কৰা আৰু হাতীয়ে খাদ্য বিচাৰি সঘনাই অহা-যোৱা কৰা অঞ্চলত আগতীয়াকৈ ধান ক্ৰয় কৰাত ই গুৰুত্ব আৰোপ কৰিব। অতিৰিক্তভাৱে এই পদক্ষেপত সহায় কৰাৰ বাবে এই অঞ্চলবোৰত গজ মিত্ৰ দল গঠন কৰা হ'ব।: [587, 137, 988, 318]
- paragraph-item: [520, 1569, 988, 1686]
- table-row: [48, 1061, 516, 1083]
- table-cell: ২৬২৫: [384, 980, 516, 1021]
- table-cell: ৪: [48, 1083, 107, 1105]
- table-cell: ৪০০: [384, 1083, 516, 1105]
- paragraph-item: [47, 83, 516, 200]
- paragraph-item: [520, 83, 988, 130]
- item-text: বাজিক ব'ৰ্ড আৰু চি বি এছ ইৰ অধীনত ব্ৰহ্মপুত্ৰ উপত্যকাত থকা সকলো ইংৰাজী মাধ্যম বিদ্যালয়ত অসমীয়া ভাষা আৰু বড়োলেণ্ড প্ৰাদেশীয় অঞ্চল (BTR)ত থকা সকলো বিদ্যালয়ত অসমীয়া/বড়ো ভাষা আমি বাধ্যতামূলক কৰিম। ইয়াৰ অন্যথা জৰিমনা বিহা হ'ব।: [1048, 1155, 1439, 1243]
- paragraph-item: [520, 520, 988, 613]
- paragraph-item: [995, 785, 1439, 855]
- paragraph-item: [995, 83, 1439, 153]
- item-text: অধ্যক্ষ মহোদয়, মাননীয় প্ৰধানমন্ত্ৰী শ্ৰীনৰেন্দ্ৰ মোদী ডাঙৰীয়াই তেখেতৰ মন কী বাত অনুষ্ঠানত নেপালৰ খাঁহ খেতিৰ জৰিয়তে মানুহ-জন্তুৰ সংঘাত দূৰীকৰণৰ ক্ষেত্ৰত অসমৰ প্ৰচেষ্টাৰ শলাগ লৈছিল। তেওঁলোকে এই পশু খাদ্যই প্ৰাকৃতিক বাধা হিচাপে কাম কৰি শস্য পথাৰত হাতীৰ উপদ্ৰৱ হ্ৰাস কৰাৰ লগতে অনীতিত জৈৱ গেছৰ (CBG) উৎপাদনতো সহায় কৰে। উল্লেখ্য যে আগামীলৈ ঔদ্যোগিক প্ৰতিষ্ঠানো প্ৰিচিতে এই ক্ষেত্ৰত অসমৰ বাবে নতুন অৰ্থনৈতিক সুযোগ সৃষ্টিত সহায় কৰিবলৈ আগ্ৰহ প্ৰকাশ কৰিছে।: [114, 1905, 516, 2086]
- item-number: xxiv.: [995, 1541, 1031, 1559]
- item-text: ইয়াৰ লগতে আমি এচীয় উন্নয়নী বেংকৰ বিত্তীয় সাহায্যৰে জাগীৰোড আৰু পলাশবাৰীত নতুন বৃহৎ টাউনশ্বিপ প্ৰকল্প ৰূপায়ণৰ পৰিকল্পনা কৰিছোঁ। ইয়াৰ বাবে ৮,০০০ কোটি টকাৰ এটা প্ৰকল্প ৰূপায়ণ কৰিবলৈ লোৱা হৈছে।: [114, 1577, 516, 1665]
- item-text: ডিব্ৰুগড়ক অসমৰ দ্বিতীয়খন ৰাজধানী হিচাপে গঢ়ি তোলাৰ সংকল্পৰে আমি ডিব্ৰুগড়ত এটা নতুন বিধানসভা ভৱন আৰু বিধায়কৰ হোষ্টেল নিৰ্মাণ কৰিম।: [114, 419, 516, 483]
- item-text: সকলো প্ৰয়োজনীয় আন্তঃৰাষ্ট্ৰীয়, কৰ্মচাৰী আৰু বিত্তীয় সাহায্যৰে সৈতে আমি চৰকাৰী ভাষা প্ৰয়োগ সঞ্চালকালয়ক এটা স্বতন্ত্ৰ সঞ্চালকালয়লৈ উন্নীত কৰিম। খালী হোৱা সকলো পদ সময়-নিৰ্ধাৰিত ধৰণে পূৰণ কৰা হ'ব।: [1048, 258, 1439, 345]
- paragraph-item: [520, 2029, 988, 2169]
- table-header-cell: প্ৰাক্কলিত ব্যয় (কোটি টকাত): [384, 940, 516, 980]
- table-row: [48, 1083, 516, 1105]
- table-row: [48, 1169, 516, 1191]
